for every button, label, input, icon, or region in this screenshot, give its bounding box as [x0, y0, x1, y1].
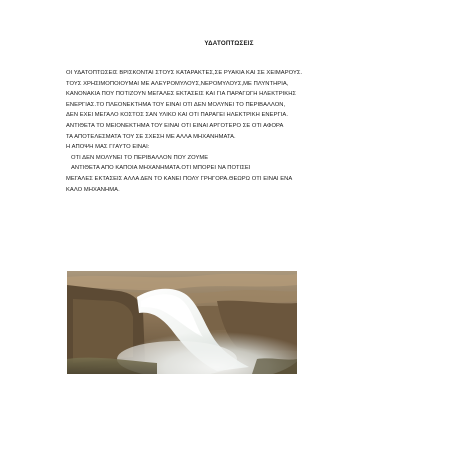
document-title-text: ΥΔΑΤΟΠΤΩΣΕΙΣ: [204, 40, 254, 47]
body-line: ΕΝΕΡΓΙΑΣ.ΤΟ ΠΛΕΟΝΕΚΤΗΜΑ ΤΟΥ ΕΙΝΑΙ ΟΤΙ ΔΕΝ ΜΟΛΥΝΕΙ ΤΟ ΠΕΡΙΒΑΛΛΟΝ,: [66, 101, 286, 108]
body-line: ΚΑΝΟΝΑΚΙΑ ΠΟΥ ΠΟΤΙΖΟΥΝ ΜΕΓΑΛΕΣ ΕΚΤΑΣΕΙΣ ΚΑΙ ΓΙΑ ΠΑΡΑΓΩΓΗ ΗΛΕΚΤΡΙΚΗΣ: [66, 91, 297, 98]
body-line: ΑΝΤΙΘΕΤΑ ΤΟ ΜΕΙΟΝΕΚΤΗΜΑ ΤΟΥ ΕΙΝΑΙ ΟΤΙ ΕΙΝΑΙ ΑΡΓΟΤΕΡΟ ΣΕ ΟΤΙ ΑΦΟΡΑ: [66, 122, 284, 129]
body-line: ΜΕΓΑΛΕΣ ΕΚΤΑΣΕΙΣ ΑΛΛΑ ΔΕΝ ΤΟ ΚΑΝΕΙ ΠΟΛΥ ΓΡΗΓΟΡΑ.ΘΕΩΡΩ ΟΤΙ ΕΙΝΑΙ ΕΝΑ: [66, 175, 293, 182]
waterfall-illustration: [67, 271, 297, 374]
body-line: ΔΕΝ ΕΧΕΙ ΜΕΓΑΛΟ ΚΟΣΤΟΣ ΣΑΝ ΥΛΙΚΟ ΚΑΙ ΟΤΙ ΠΑΡΑΓΕΙ ΗΛΕΚΤΡΙΚΗ ΕΝΕΡΓΙΑ.: [66, 112, 288, 119]
waterfall-photo: [67, 271, 297, 374]
body-line: ΤΟΥΣ ΧΡΗΣΙΜΟΠΟΙΟΥΜΑΙ ΜΕ ΑΛΕΥΡΟΜΥΛΟΥΣ,ΝΕΡΟΜΥΛΟΥΣ,ΜΕ ΠΛΥΝΤΗΡΙΑ,: [66, 80, 289, 87]
document-body: [66, 68, 376, 195]
body-line: ΟΤΙ ΔΕΝ ΜΟΛΥΝΕΙ ΤΟ ΠΕΡΙΒΑΛΛΟΝ ΠΟΥ ΖΟΥΜΕ: [71, 154, 209, 161]
body-line: ΤΑ ΑΠΟΤΕΛΕΣΜΑΤΑ ΤΟΥ ΣΕ ΣΧΕΣΗ ΜΕ ΑΛΛΑ ΜΗΧΑΝΗΜΑΤΑ.: [66, 133, 236, 140]
body-line: ΟΙ ΥΔΑΤΟΠΤΩΣΕΙΣ ΒΡΙΣΚΟΝΤΑΙ ΣΤΟΥΣ ΚΑΤΑΡΑΚΤΕΣ,ΣΕ ΡΥΑΚΙΑ ΚΑΙ ΣΕ ΧΕΙΜΑΡΟΥΣ.: [66, 70, 303, 76]
body-line: ΚΑΛΟ ΜΗΧΑΝΗΜΑ.: [66, 186, 120, 193]
document-title: [0, 40, 452, 47]
river-bank: [252, 358, 297, 374]
body-line: Η ΑΠΟΨΗ ΜΑΣ ΓΙ'ΑΥΤΟ ΕΙΝΑΙ:: [66, 144, 150, 151]
body-line: ΑΝΤΙΘΕΤΑ ΑΠΟ ΚΑΠΟΙΑ ΜΗΧΑΝΗΜΑΤΑ.ΟΤΙ ΜΠΟΡΕΙ ΝΑ ΠΟΤΙΣΕΙ: [71, 165, 251, 172]
